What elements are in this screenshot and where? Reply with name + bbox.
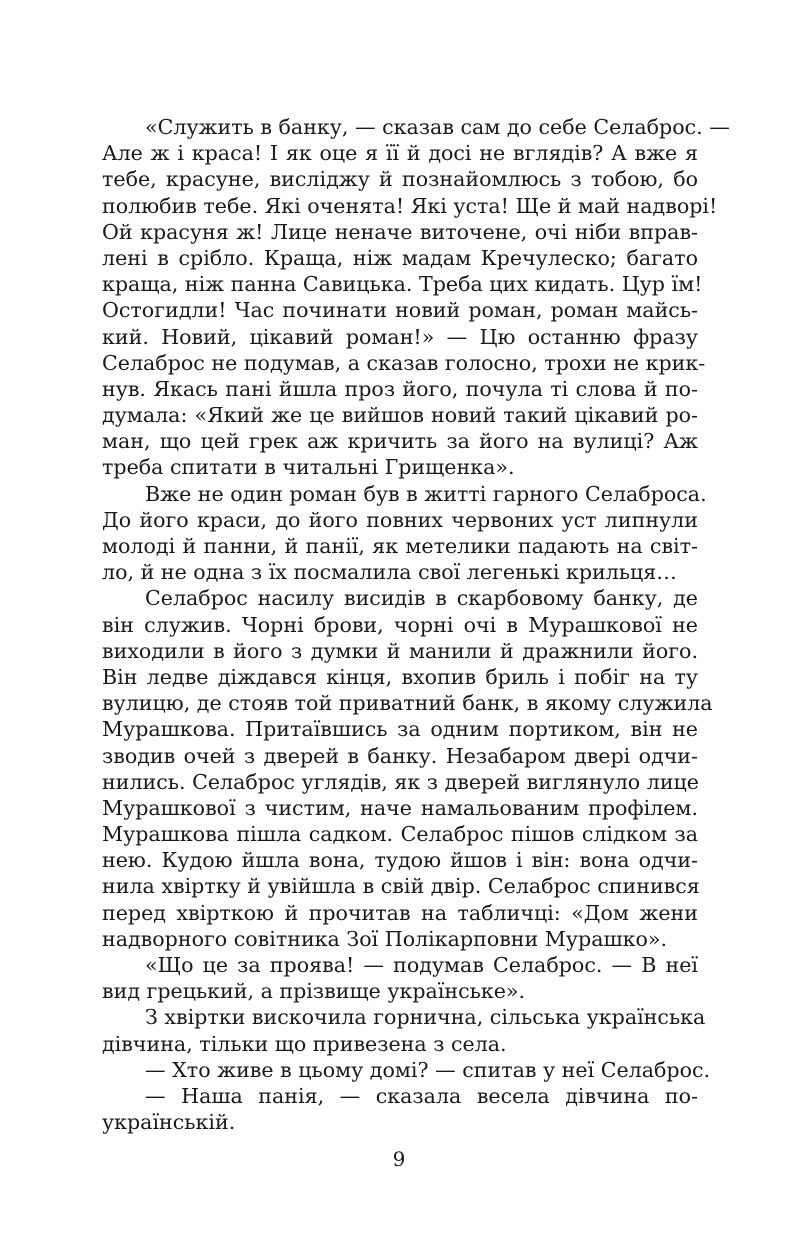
text-line: Ой красуня ж! Лице неначе виточене, очі ніби вправ-: [102, 219, 698, 244]
text-line: — Хто живе в цьому домі? — спитав у неї Селаброс.: [145, 1057, 711, 1082]
page-body-text: [102, 114, 730, 1135]
text-line: молоді й панни, й панії, як метелики падають на світ-: [102, 534, 698, 558]
text-line: зводив очей з дверей в банку. Незабаром двері одчи-: [102, 743, 698, 768]
text-line: — Наша панія, — сказала весела дівчина по-: [145, 1083, 698, 1108]
text-line: дівчина, тільки що привезена з села.: [102, 1031, 507, 1056]
text-line: українській.: [102, 1110, 236, 1135]
text-line: виходили в його з думки й манили й дражнили його.: [102, 638, 698, 663]
text-line: Мурашкова пішла садком. Селаброс пішов слідком за: [102, 822, 698, 847]
text-line: «Служить в банку, — сказав сам до себе Селаброс. —: [145, 115, 730, 139]
text-line: полюбив тебе. Які оченята! Які уста! Ще й май надворі!: [102, 193, 718, 218]
text-line: краща, ніж панна Савицька. Треба цих кидать. Цур їм!: [102, 272, 703, 297]
text-line: він служив. Чорні брови, чорні очі в Мурашкової не: [102, 612, 698, 637]
text-line: До його краси, до його повних червоних уст липнули: [102, 507, 698, 532]
text-line: Він ледве діждався кінця, вхопив бриль і побіг на ту: [102, 664, 698, 689]
text-line: перед хвірткою й прочитав на табличці: «Дом жени: [102, 900, 698, 925]
text-line: Вже не один роман був в житті гарного Селаброса.: [145, 481, 707, 506]
text-line: «Що це за проява! — подумав Селаброс. — В неї: [145, 953, 698, 977]
text-line: вулицю, де стояв той приватний банк, в якому служила: [102, 691, 713, 716]
text-line: Але ж і краса! І як оце я її й досі не вглядів? А вже я: [102, 141, 698, 166]
text-line: Мурашкової з чистим, наче намальованим профілем.: [102, 795, 698, 820]
text-line: нила хвіртку й увійшла в свій двір. Селаброс спинився: [102, 874, 700, 899]
text-line: вид грецький, а прізвище українське».: [102, 979, 526, 1004]
text-line: Остогидли! Час починати новий роман, роман майсь-: [102, 298, 698, 323]
text-line: думала: «Який же це вийшов новий такий цікавий ро-: [102, 403, 698, 428]
text-line: З хвіртки вискочила горнична, сільська українська: [145, 1005, 706, 1030]
page-number: 9: [392, 1147, 406, 1171]
text-line: нились. Селаброс углядів, як з дверей виглянуло лице: [102, 769, 699, 794]
text-line: нув. Якась пані йшла проз його, почула ті слова й по-: [102, 376, 698, 401]
text-line: нею. Кудою йшла вона, тудою йшов і він: вона одчи-: [102, 848, 698, 873]
text-line: Селаброс не подумав, а сказав голосно, трохи не крик-: [102, 350, 706, 375]
text-line: надворного совітника Зої Полікарповни Мурашко».: [102, 926, 668, 951]
text-line: тебе, красуне, висліджу й познайомлюсь з тобою, бо: [102, 167, 698, 192]
text-line: кий. Новий, цікавий роман!» — Цю останню фразу: [102, 324, 698, 349]
text-line: треба спитати в читальні Грищенка».: [102, 455, 515, 480]
text-line: Мурашкова. Притаївшись за одним портиком, він не: [102, 717, 698, 742]
text-line: ло, й не одна з їх посмалила свої легенькі крильця…: [102, 560, 677, 585]
text-line: Селаброс насилу висидів в скарбовому банку, де: [145, 586, 698, 611]
text-line: ман, що цей грек аж кричить за його на вулиці? Аж: [102, 429, 698, 454]
text-line: лені в срібло. Краща, ніж мадам Кречулеско; багато: [102, 245, 698, 270]
